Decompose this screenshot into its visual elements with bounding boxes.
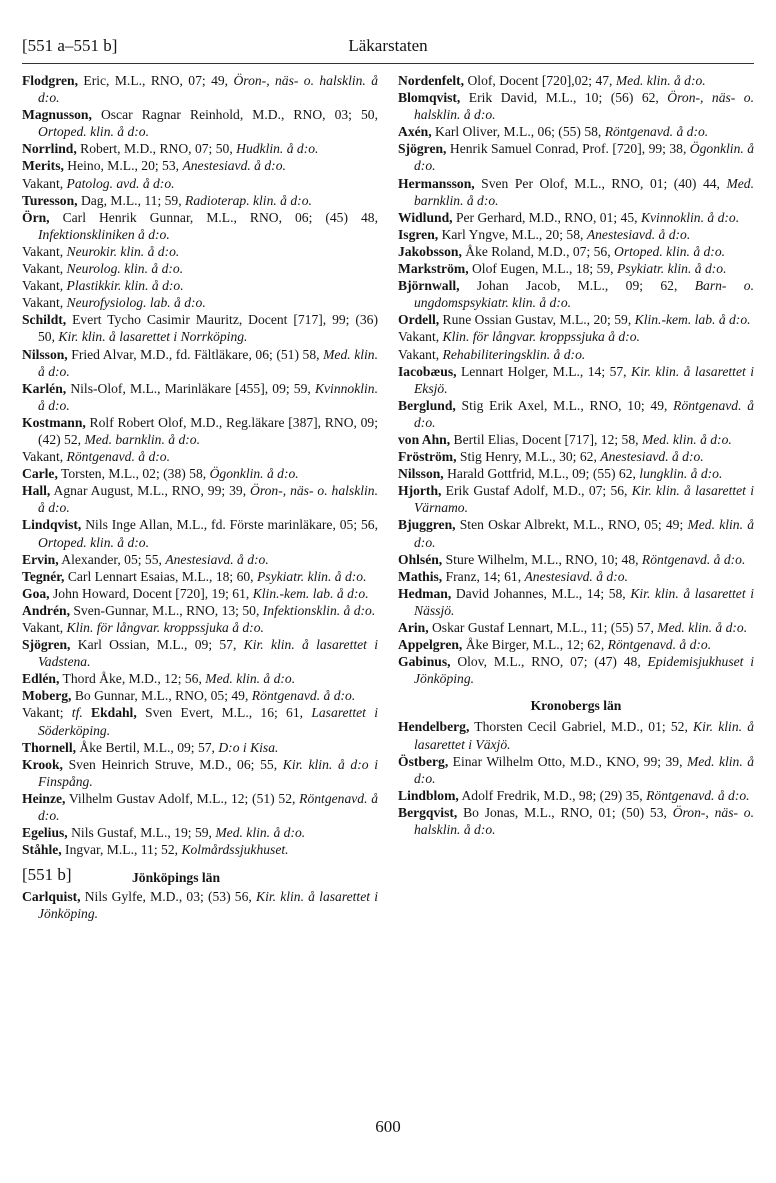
- workplace: Epidemisjukhuset i Jönköping.: [414, 654, 754, 687]
- physician-entry: [398, 363, 754, 397]
- workplace: Anestesiavd. å d:o.: [182, 158, 286, 174]
- physician-details: Åke Birger, M.L., 12; 62,: [462, 637, 608, 653]
- physician-details: Åke Roland, M.D., 07; 56,: [461, 243, 615, 259]
- workplace: Psykiatr. klin. å d:o.: [256, 568, 367, 584]
- physician-surname: Örn,: [22, 209, 50, 225]
- physician-surname: Heinze,: [22, 790, 66, 806]
- physician-surname: Appelgren,: [398, 637, 463, 653]
- physician-details: David Johannes, M.L., 14; 58,: [451, 585, 631, 601]
- workplace: Kir. klin. å lasarettet i Jönköping.: [38, 889, 378, 922]
- physician-details: Karl Oliver, M.L., 06; (55) 58,: [431, 124, 605, 140]
- physician-entry: [22, 888, 378, 922]
- physician-details: Erik David, M.L., 10; (56) 62,: [460, 90, 668, 106]
- physician-entry: [22, 260, 378, 277]
- workplace: Med. klin. å d:o.: [414, 753, 754, 786]
- physician-details: Sven Evert, M.L., 16; 61,: [136, 705, 312, 721]
- workplace: Med. klin. å d:o.: [641, 431, 732, 447]
- physician-surname: Edlén,: [22, 671, 60, 687]
- physician-entry: [398, 209, 754, 226]
- physician-details: Oscar Ragnar Reinhold, M.D., RNO, 03; 50,: [91, 107, 378, 123]
- workplace: Med. klin. å d:o.: [38, 346, 379, 379]
- physician-details: Agnar August, M.L., RNO, 99; 39,: [50, 483, 251, 499]
- physician-surname: von Ahn,: [398, 431, 451, 447]
- physician-details: Lennart Holger, M.L., 14; 57,: [456, 363, 631, 379]
- physician-details: Sture Wilhelm, M.L., RNO, 10; 48,: [442, 551, 642, 567]
- workplace: Klin. för långvar. kroppssjuka å d:o.: [442, 329, 640, 345]
- right-entry-list: [398, 72, 754, 687]
- physician-entry: [22, 157, 378, 174]
- physician-entry: [22, 209, 378, 243]
- physician-entry: [22, 311, 378, 345]
- physician-surname: Sjögren,: [398, 141, 447, 157]
- workplace: Öron-, näs- o. halsklin. å d:o.: [38, 483, 378, 516]
- workplace: Patolog. avd. å d:o.: [66, 175, 175, 191]
- workplace: Klin.-kem. lab. å d:o.: [634, 312, 751, 328]
- physician-details: Vakant,: [398, 346, 443, 362]
- physician-details: Rune Ossian Gustav, M.L., 20; 59,: [439, 312, 635, 328]
- physician-details: John Howard, Docent [720], 19; 61,: [49, 585, 253, 601]
- physician-entry: [398, 328, 754, 345]
- workplace: lungklin. å d:o.: [639, 466, 723, 482]
- physician-surname: Jakobsson,: [398, 243, 462, 259]
- workplace: Klin. för långvar. kroppssjuka å d:o.: [66, 620, 264, 635]
- workplace: Kir. klin. å lasarettet i Växjö.: [414, 719, 754, 752]
- physician-details: Ingvar, M.L., 11; 52,: [61, 842, 182, 858]
- section-title: Jönköpings län: [132, 870, 221, 886]
- workplace: Kir. klin. å lasarettet i Eksjö.: [414, 363, 754, 396]
- physician-surname: Hjorth,: [398, 483, 442, 499]
- workplace: Kir. klin. å lasarettet i Norrköping.: [58, 329, 248, 345]
- workplace: Klin.-kem. lab. å d:o.: [252, 585, 369, 601]
- physician-entry: [22, 824, 378, 841]
- physician-details: Nils Gylfe, M.D., 03; (53) 56,: [80, 889, 256, 905]
- workplace: Infektionskliniken å d:o.: [38, 226, 170, 242]
- physician-details: Adolf Fredrik, M.D., 98; (29) 35,: [458, 787, 647, 803]
- physician-surname: Thornell,: [22, 739, 77, 755]
- physician-details: Bo Jonas, M.L., RNO, 01; (50) 53,: [457, 804, 673, 820]
- physician-entry: [22, 687, 378, 704]
- workplace: Med. klin. å d:o.: [215, 825, 306, 841]
- workplace: Anestesiavd. å d:o.: [600, 449, 704, 465]
- physician-entry: [22, 841, 378, 858]
- physician-details: Vakant,: [22, 261, 67, 277]
- physician-surname: Goa,: [22, 585, 50, 601]
- running-title: Läkarstaten: [348, 36, 428, 55]
- workplace: Radioterap. klin. å d:o.: [185, 192, 312, 208]
- physician-surname: Björnwall,: [398, 278, 460, 294]
- workplace: Kvinnoklin. å d:o.: [38, 380, 378, 413]
- workplace: Lasarettet i Söderköping.: [38, 705, 378, 738]
- physician-surname: Widlund,: [398, 209, 453, 225]
- physician-details: Nils Inge Allan, M.L., fd. Förste marinläkare, 05; 56,: [81, 517, 378, 533]
- workplace: Ögonklin. å d:o.: [414, 141, 754, 174]
- physician-surname: Iacobæus,: [398, 363, 457, 379]
- physician-entry: [22, 192, 378, 209]
- physician-entry: [22, 465, 378, 482]
- workplace: Röntgenavd. å d:o.: [38, 790, 378, 824]
- physician-surname: Fröström,: [398, 449, 457, 465]
- physician-details: Harald Gottfrid, M.L., 09; (55) 62,: [443, 466, 640, 482]
- workplace: Kolmårdssjukhuset.: [181, 842, 289, 858]
- physician-details: Karl Yngve, M.L., 20; 58,: [438, 226, 587, 242]
- physician-details: Sven-Gunnar, M.L., RNO, 13; 50,: [69, 602, 263, 618]
- physician-details: Robert, M.D., RNO, 07; 50,: [76, 141, 237, 157]
- workplace: Ortoped. klin. å d:o.: [38, 124, 150, 140]
- section-title-kronoberg: Kronobergs län: [530, 698, 622, 714]
- physician-surname: Andrén,: [22, 602, 70, 618]
- physician-entry: [22, 346, 378, 380]
- physician-details: Karl Ossian, M.L., 09; 57,: [70, 637, 244, 653]
- workplace: Anestesiavd. å d:o.: [524, 568, 628, 584]
- physician-entry: [398, 243, 754, 260]
- section-range: [551 a–551 b]: [22, 36, 118, 55]
- physician-entry: [22, 414, 378, 448]
- physician-entry: [398, 140, 754, 174]
- physician-details: Thorsten Cecil Gabriel, M.D., 01; 52,: [469, 719, 694, 735]
- physician-details: Sten Oskar Albrekt, M.L., RNO, 05; 49;: [455, 517, 688, 533]
- physician-details: Franz, 14; 61,: [442, 568, 525, 584]
- physician-details: Carl Henrik Gunnar, M.L., RNO, 06; (45) 48,: [49, 209, 378, 225]
- physician-surname: Lindblom,: [398, 787, 459, 803]
- physician-surname: Hermansson,: [398, 175, 475, 191]
- physician-surname: Mathis,: [398, 568, 443, 584]
- physician-surname: Arin,: [398, 620, 429, 635]
- physician-entry: [398, 718, 754, 752]
- physician-surname: Markström,: [398, 261, 469, 277]
- page-number: 600: [375, 1117, 401, 1136]
- workplace: Infektionsklin. å d:o.: [262, 602, 376, 618]
- physician-surname: Isgren,: [398, 226, 439, 242]
- physician-entry: [398, 431, 754, 448]
- physician-surname: Ohlsén,: [398, 551, 443, 567]
- physician-surname: Moberg,: [22, 688, 72, 704]
- physician-entry: [398, 311, 754, 328]
- physician-surname: Hall,: [22, 483, 51, 499]
- workplace: Neurokir. klin. å d:o.: [66, 243, 180, 259]
- physician-entry: [22, 568, 378, 585]
- physician-surname: Egelius,: [22, 825, 68, 841]
- physician-details: Evert Tycho Casimir Mauritz, Docent [717], 99; (36) 50,: [38, 312, 378, 345]
- physician-entry: [398, 516, 754, 550]
- physician-entry: [22, 739, 378, 756]
- physician-entry: [22, 106, 378, 140]
- physician-entry: [398, 72, 754, 89]
- physician-entry: [398, 585, 754, 619]
- workplace: Ortoped. klin. å d:o.: [614, 243, 726, 259]
- physician-details: Vakant,: [22, 278, 67, 294]
- physician-surname: Tegnér,: [22, 568, 65, 584]
- physician-entry: [22, 551, 378, 568]
- left-column: [22, 72, 378, 923]
- physician-details: Nils Gustaf, M.L., 19; 59,: [67, 825, 216, 841]
- physician-entry: [398, 260, 754, 277]
- physician-details: Nils-Olof, M.L., Marinläkare [455], 09; 59,: [66, 380, 315, 396]
- physician-details: Heino, M.L., 20; 53,: [63, 158, 183, 174]
- physician-surname: Östberg,: [398, 753, 449, 769]
- workplace: Plastikkir. klin. å d:o.: [66, 278, 184, 294]
- workplace: Ortoped. klin. å d:o.: [38, 534, 150, 550]
- physician-entry: [398, 89, 754, 123]
- physician-entry: [398, 636, 754, 653]
- page-header: [22, 36, 754, 56]
- right-column: [398, 72, 754, 838]
- physician-entry: [398, 277, 754, 311]
- physician-details: Torsten, M.L., 02; (38) 58,: [57, 466, 210, 482]
- physician-surname: Nilsson,: [398, 466, 444, 482]
- physician-entry: [22, 704, 378, 738]
- physician-entry: [398, 787, 754, 804]
- physician-surname: Nilsson,: [22, 346, 68, 362]
- physician-details: Vakant,: [22, 620, 67, 635]
- workplace: Ögonklin. å d:o.: [209, 466, 299, 482]
- physician-entry: [22, 756, 378, 790]
- physician-details: Fried Alvar, M.D., fd. Fältläkare, 06; (51) 58,: [67, 346, 324, 362]
- physician-details: Vakant,: [22, 295, 67, 311]
- physician-entry: [398, 653, 754, 687]
- physician-details: Vakant,: [22, 243, 67, 259]
- physician-surname: Turesson,: [22, 192, 78, 208]
- physician-surname: Axén,: [398, 124, 432, 140]
- physician-details: Bo Gunnar, M.L., RNO, 05; 49,: [71, 688, 252, 704]
- physician-surname: Nordenfelt,: [398, 73, 465, 88]
- left-entry-list: [22, 72, 378, 858]
- workplace: Kir. klin. å lasarettet i Värnamo.: [414, 483, 754, 516]
- physician-entry: [398, 448, 754, 465]
- physician-details: Henrik Samuel Conrad, Prof. [720], 99; 38,: [446, 141, 690, 157]
- physician-details: Erik Gustaf Adolf, M.D., 07; 56,: [441, 483, 632, 499]
- physician-entry: [398, 346, 754, 363]
- physician-surname: Ordell,: [398, 312, 440, 328]
- physician-surname: Ervin,: [22, 551, 59, 567]
- physician-surname: Norrlind,: [22, 141, 77, 157]
- physician-entry: [22, 243, 378, 260]
- workplace: Kir. klin. å lasarettet i Nässjö.: [414, 585, 754, 618]
- workplace: Röntgenavd. å d:o.: [607, 637, 712, 653]
- physician-details: Stig Henry, M.L., 30; 62,: [456, 449, 601, 465]
- physician-surname: Kostmann,: [22, 414, 86, 430]
- physician-details: Dag, M.L., 11; 59,: [77, 192, 186, 208]
- physician-details: Vakant,: [22, 175, 67, 191]
- physician-details: Sven Heinrich Struve, M.D., 06; 55,: [62, 756, 283, 772]
- physician-entry: [22, 72, 378, 106]
- workplace: Röntgenavd. å d:o.: [641, 551, 746, 567]
- section-code: [551 b]: [22, 865, 72, 885]
- physician-entry: [22, 636, 378, 670]
- workplace: Kvinnoklin. å d:o.: [640, 209, 740, 225]
- physician-surname: Ekdahl,: [91, 705, 137, 721]
- physician-details: Bertil Elias, Docent [717], 12; 58,: [450, 431, 642, 447]
- physician-details: Vilhelm Gustav Adolf, M.L., 12; (51) 52,: [65, 790, 300, 806]
- physician-surname: Lindqvist,: [22, 517, 82, 533]
- physician-entry: [398, 568, 754, 585]
- physician-surname: Ståhle,: [22, 842, 62, 858]
- workplace: Med. klin. å d:o.: [205, 671, 296, 687]
- physician-entry: [398, 175, 754, 209]
- physician-details: Johan Jacob, M.L., 09; 62,: [459, 278, 695, 294]
- physician-entry: [22, 448, 378, 465]
- workplace: D:o i Kisa.: [218, 739, 279, 755]
- workplace: Öron-, näs- o. halsklin. å d:o.: [38, 73, 379, 106]
- physician-details: Olov, M.L., RNO, 07; (47) 48,: [450, 654, 648, 670]
- physician-entry: [22, 670, 378, 687]
- workplace: Anestesiavd. å d:o.: [586, 226, 691, 242]
- workplace: Hudklin. å d:o.: [236, 141, 319, 157]
- physician-surname: Schildt,: [22, 312, 67, 328]
- workplace: Med. klin. å d:o.: [615, 73, 706, 88]
- workplace: Kir. klin. å lasarettet i Vadstena.: [38, 637, 378, 670]
- workplace: Med. barnklin. å d:o.: [414, 175, 754, 208]
- physician-surname: Hedman,: [398, 585, 452, 601]
- physician-details: Rolf Robert Olof, M.D., Reg.läkare [387], RNO, 09; (42) 52,: [38, 414, 378, 447]
- physician-surname: Berglund,: [398, 397, 456, 413]
- physician-entry: [22, 602, 378, 619]
- workplace: Öron-, näs- o. halsklin. å d:o.: [414, 804, 754, 838]
- physician-details: Stig Erik Axel, M.L., RNO, 10; 49,: [455, 397, 674, 413]
- physician-details: Sven Per Olof, M.L., RNO, 01; (40) 44,: [474, 175, 727, 191]
- acting-abbrev: tf.: [71, 705, 92, 721]
- physician-details: Vakant,: [22, 449, 67, 465]
- physician-surname: Gabinus,: [398, 654, 451, 670]
- workplace: Kir. klin. å d:o i Finspång.: [38, 756, 378, 789]
- physician-entry: [398, 804, 754, 838]
- workplace: Neurolog. klin. å d:o.: [66, 261, 184, 277]
- workplace: Röntgenavd. å d:o.: [66, 449, 170, 465]
- physician-entry: [398, 226, 754, 243]
- physician-details: Carl Lennart Esaias, M.L., 18; 60,: [64, 568, 257, 584]
- physician-surname: Hendelberg,: [398, 719, 470, 735]
- workplace: Röntgenavd. å d:o.: [646, 787, 750, 803]
- workplace: Öron-, näs- o. halsklin. å d:o.: [414, 90, 754, 123]
- physician-details: Olof, Docent [720],02; 47,: [464, 73, 616, 88]
- workplace: Rehabiliteringsklin. å d:o.: [442, 346, 586, 362]
- physician-entry: [22, 175, 378, 192]
- physician-details: Eric, M.L., RNO, 07; 49,: [78, 73, 234, 88]
- physician-entry: [398, 465, 754, 482]
- workplace: Neurofysiolog. lab. å d:o.: [66, 295, 206, 311]
- physician-entry: [22, 482, 378, 516]
- physician-entry: [22, 585, 378, 602]
- workplace: Röntgenavd. å d:o.: [414, 397, 755, 430]
- physician-details: Thord Åke, M.D., 12; 56,: [59, 671, 206, 687]
- physician-surname: Blomqvist,: [398, 90, 461, 106]
- physician-entry: [22, 516, 378, 550]
- physician-details: Olof Eugen, M.L., 18; 59,: [468, 261, 617, 277]
- physician-entry: [398, 482, 754, 516]
- right-entry-list-after: [398, 718, 754, 838]
- physician-entry: [398, 123, 754, 140]
- physician-details: Einar Wilhelm Otto, M.D., KNO, 99; 39,: [448, 753, 687, 769]
- physician-details: Oskar Gustaf Lennart, M.L., 11; (55) 57,: [428, 620, 658, 635]
- section-heading-jonkoping: [22, 864, 378, 888]
- physician-surname: Carle,: [22, 466, 58, 482]
- workplace: Anestesiavd. å d:o.: [165, 551, 269, 567]
- workplace: Psykiatr. klin. å d:o.: [616, 261, 727, 277]
- physician-surname: Bjuggren,: [398, 517, 456, 533]
- physician-entry: [22, 380, 378, 414]
- workplace: Med. klin. å d:o.: [414, 517, 754, 550]
- physician-details: Alexander, 05; 55,: [58, 551, 166, 567]
- physician-details: Vakant;: [22, 705, 72, 721]
- physician-entry: [398, 619, 754, 636]
- physician-entry: [398, 397, 754, 431]
- left-entry-list-after: [22, 888, 378, 922]
- physician-entry: [22, 790, 378, 824]
- workplace: Med. klin. å d:o.: [657, 620, 748, 635]
- physician-surname: Sjögren,: [22, 637, 71, 653]
- physician-surname: Flodgren,: [22, 73, 79, 88]
- workplace: Barn- o. ungdomspsykiatr. klin. å d:o.: [414, 278, 755, 311]
- physician-entry: [22, 140, 378, 157]
- physician-surname: Magnusson,: [22, 107, 92, 123]
- workplace: Röntgenavd. å d:o.: [251, 688, 356, 704]
- physician-surname: Carlquist,: [22, 889, 81, 905]
- physician-surname: Karlén,: [22, 380, 67, 396]
- workplace: Röntgenavd. å d:o.: [604, 124, 709, 140]
- physician-entry: [22, 277, 378, 294]
- physician-details: Åke Bertil, M.L., 09; 57,: [76, 739, 219, 755]
- physician-entry: [22, 294, 378, 311]
- physician-surname: Bergqvist,: [398, 804, 458, 820]
- physician-surname: Krook,: [22, 756, 63, 772]
- physician-entry: [398, 753, 754, 787]
- header-rule: [22, 63, 754, 64]
- physician-details: Per Gerhard, M.D., RNO, 01; 45,: [452, 209, 641, 225]
- physician-surname: Merits,: [22, 158, 64, 174]
- physician-entry: [22, 619, 378, 636]
- workplace: Med. barnklin. å d:o.: [84, 431, 200, 447]
- physician-entry: [398, 551, 754, 568]
- physician-details: Vakant,: [398, 329, 443, 345]
